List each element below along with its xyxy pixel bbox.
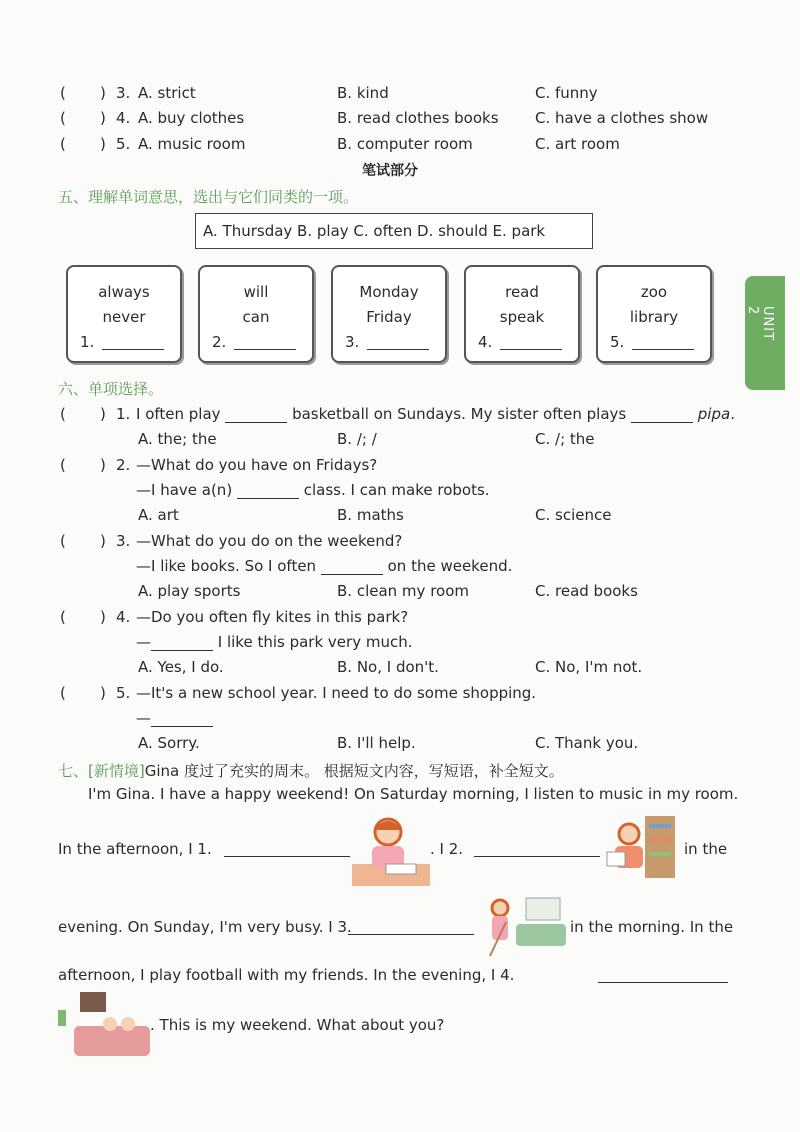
question-number: 1. (116, 405, 131, 423)
option-c: C. have a clothes show (535, 109, 709, 127)
unit-tab-label: UNIT 2 (745, 306, 775, 342)
option-b: B. clean my room (337, 582, 469, 600)
question-number: 5. (116, 684, 131, 702)
book-row (649, 838, 671, 842)
passage-line-1: I'm Gina. I have a happy weekend! On Saturday morning, I listen to music in my room. (88, 785, 739, 803)
stem-text: — (136, 709, 151, 727)
book-shape (607, 852, 625, 866)
option-a: A. art (138, 506, 179, 524)
answer-paren-close: ) (100, 84, 106, 102)
item-number: 5. (116, 135, 131, 153)
passage-text: In the afternoon, I 1. (58, 840, 212, 858)
item-number: 3. (116, 84, 131, 102)
word: speak (499, 308, 545, 326)
section7-prefix: 七、 (58, 762, 89, 780)
answer-blank[interactable] (500, 349, 562, 350)
answer-paren[interactable]: ( (60, 135, 66, 153)
answer-paren-close: ) (100, 135, 106, 153)
head-shape (492, 900, 508, 916)
option-b: B. computer room (337, 135, 473, 153)
word-group-5 (596, 265, 712, 363)
answer-blank[interactable] (234, 349, 296, 350)
option-a: A. play sports (138, 582, 241, 600)
option-b: B. kind (337, 84, 389, 102)
answer-blank-4[interactable] (598, 982, 728, 983)
book-row (649, 852, 671, 856)
stem-italic: pipa (697, 405, 731, 423)
plant-shape (58, 1010, 66, 1026)
answer-paren[interactable]: ( (60, 405, 66, 423)
question-3-line2 (136, 557, 512, 575)
answer-blank[interactable] (102, 349, 164, 350)
option-a: A. the; the (138, 430, 217, 448)
answer-blank[interactable] (151, 726, 213, 727)
passage-line-3: evening. On Sunday, I'm very busy. I 3. (58, 918, 352, 936)
stem-text: —I like books. So I often (136, 557, 317, 575)
stem-text: basketball on Sundays. My sister often plays (292, 405, 627, 423)
passage-text: in the morning. In the (570, 918, 734, 936)
word: zoo (640, 283, 668, 301)
answer-blank-2[interactable] (474, 856, 600, 857)
word: read (505, 283, 539, 301)
answer-paren[interactable]: ( (60, 84, 66, 102)
answer-blank[interactable] (151, 650, 213, 651)
word-bank-box (195, 213, 593, 249)
section7-instruction: Gina 度过了充实的周末。 根据短文内容，写短语，补全短文。 (144, 762, 564, 780)
answer-paren[interactable]: ( (60, 608, 66, 626)
option-b: B. I'll help. (337, 734, 416, 752)
answer-paren-close: ) (100, 608, 106, 626)
question-4-line1: —Do you often fly kites in this park? (136, 608, 409, 626)
option-b: B. /; / (337, 430, 377, 448)
tv-shape (80, 992, 106, 1012)
blank-number: 4. (478, 333, 493, 351)
sofa-shape (516, 924, 566, 946)
option-a: A. buy clothes (138, 109, 245, 127)
answer-blank-1[interactable] (224, 856, 350, 857)
girl-writing-picture (352, 812, 432, 888)
passage-text: in the (684, 840, 728, 858)
answer-blank[interactable] (321, 574, 383, 575)
answer-paren-close: ) (100, 405, 106, 423)
answer-paren[interactable]: ( (60, 109, 66, 127)
option-c: C. No, I'm not. (535, 658, 643, 676)
section5-heading: 五、理解单词意思，选出与它们同类的一项。 (58, 188, 359, 206)
answer-paren[interactable]: ( (60, 456, 66, 474)
question-2-line2 (136, 481, 490, 499)
question-5-line1: —It's a new school year. I need to do some shopping. (136, 684, 537, 702)
watching-tv-picture (58, 990, 150, 1058)
word-group-3 (331, 265, 447, 363)
word: Monday (359, 283, 419, 301)
stem-text: —I have a(n) (136, 481, 233, 499)
answer-paren-close: ) (100, 109, 106, 127)
stem-text: I often play (136, 405, 221, 423)
passage-line-2 (58, 840, 212, 858)
option-a: A. Yes, I do. (138, 658, 224, 676)
blank-number: 1. (80, 333, 95, 351)
passage-line-5: . This is my weekend. What about you? (150, 1016, 445, 1034)
word: never (102, 308, 146, 326)
book-row (649, 824, 671, 828)
option-c: C. /; the (535, 430, 595, 448)
answer-blank[interactable] (631, 422, 693, 423)
word: Friday (366, 308, 412, 326)
answer-blank[interactable] (632, 349, 694, 350)
written-part-title: 笔试部分 (362, 163, 418, 179)
stem-text: class. I can make robots. (303, 481, 490, 499)
stem-text: . (730, 405, 735, 423)
head-shape (619, 824, 639, 844)
answer-blank-3[interactable] (348, 934, 474, 935)
option-b: B. maths (337, 506, 404, 524)
option-c: C. funny (535, 84, 598, 102)
option-a: A. Sorry. (138, 734, 200, 752)
answer-paren-close: ) (100, 532, 106, 550)
option-c: C. read books (535, 582, 638, 600)
word: will (243, 283, 269, 301)
girl-sweeping-picture (476, 894, 568, 962)
new-context-tag: [新情境] (88, 762, 145, 780)
passage-line-4: afternoon, I play football with my friends. In the evening, I 4. (58, 966, 515, 984)
question-4-line2 (136, 633, 413, 651)
blank-number: 2. (212, 333, 227, 351)
section6-heading: 六、单项选择。 (58, 380, 164, 398)
word-group-1 (66, 265, 182, 363)
option-b: B. read clothes books (337, 109, 499, 127)
option-c: C. Thank you. (535, 734, 639, 752)
answer-paren[interactable]: ( (60, 532, 66, 550)
girl-reading-picture (603, 814, 677, 884)
answer-paren-close: ) (100, 684, 106, 702)
question-1-stem (136, 405, 735, 423)
question-number: 4. (116, 608, 131, 626)
option-b: B. No, I don't. (337, 658, 439, 676)
passage-text: . I 2. (430, 840, 464, 858)
head-shape (121, 1017, 135, 1031)
answer-paren-close: ) (100, 456, 106, 474)
question-2-line1: —What do you have on Fridays? (136, 456, 378, 474)
word-group-4 (464, 265, 580, 363)
question-3-line1: —What do you do on the weekend? (136, 532, 403, 550)
stem-text: on the weekend. (387, 557, 513, 575)
notebook-shape (386, 864, 416, 874)
unit-side-tab (745, 276, 785, 390)
stem-text: I like this park very much. (217, 633, 413, 651)
word: library (629, 308, 679, 326)
word: can (242, 308, 270, 326)
head-shape (103, 1017, 117, 1031)
window-shape (526, 898, 560, 920)
blank-number: 5. (610, 333, 625, 351)
section7-heading (58, 760, 564, 781)
option-c: C. science (535, 506, 612, 524)
option-a: A. music room (138, 135, 246, 153)
word-group-2 (198, 265, 314, 363)
question-5-line2 (136, 709, 213, 727)
word: always (98, 283, 150, 301)
question-number: 3. (116, 532, 131, 550)
stem-text: — (136, 633, 151, 651)
item-number: 4. (116, 109, 131, 127)
word-bank: A. Thursday B. play C. often D. should E. park (203, 222, 546, 240)
answer-blank[interactable] (367, 349, 429, 350)
question-number: 2. (116, 456, 131, 474)
answer-blank[interactable] (237, 498, 299, 499)
option-c: C. art room (535, 135, 620, 153)
answer-paren[interactable]: ( (60, 684, 66, 702)
answer-blank[interactable] (225, 422, 287, 423)
blank-number: 3. (345, 333, 360, 351)
option-a: A. strict (138, 84, 196, 102)
